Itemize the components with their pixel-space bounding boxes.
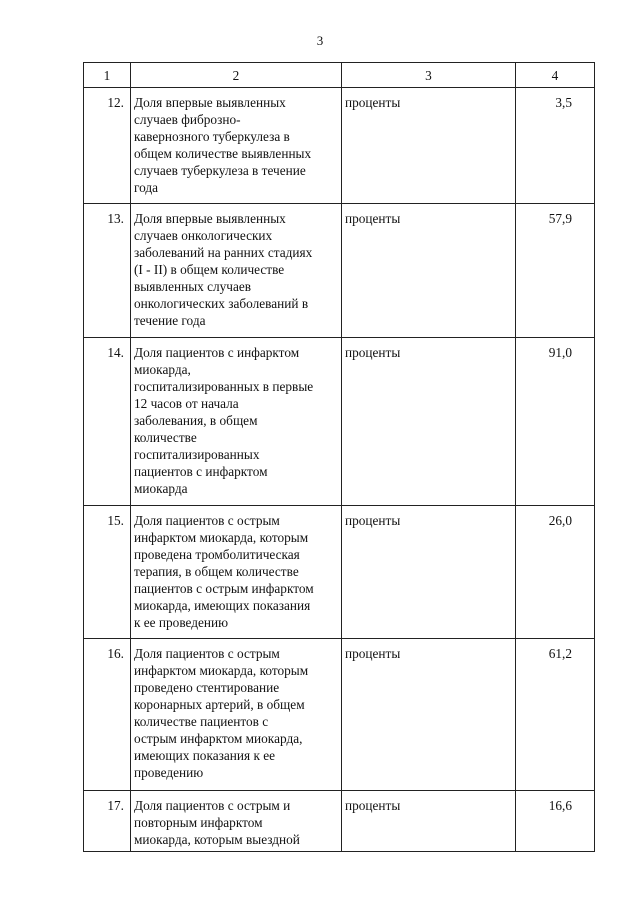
table-row (84, 88, 595, 204)
value-cell: 91,0 (516, 338, 595, 506)
value-cell: 61,2 (516, 639, 595, 791)
unit-cell: проценты (342, 204, 516, 338)
header-cell-2: 2 (131, 63, 342, 88)
row-number: 13. (84, 204, 131, 338)
table-header-row (84, 63, 595, 88)
page-number: 3 (316, 33, 324, 48)
header-cell-1: 1 (84, 63, 131, 88)
indicator-name: Доля пациентов с острым инфарктом миокарда, которым проведена тромболитическая терапия, в общем количестве пациентов с острым инфарктом миокарда, имеющих показания к ее проведению (131, 506, 342, 639)
row-number: 14. (84, 338, 131, 506)
row-number: 15. (84, 506, 131, 639)
indicator-name: Доля впервые выявленных случаев фиброзно- кавернозного туберкулеза в общем количестве выявленных случаев туберкулеза в течение года (131, 88, 342, 204)
indicator-name: Доля пациентов с острым инфарктом миокарда, которым проведено стентирование коронарных артерий, в общем количестве пациентов с острым инфарктом миокарда, имеющих показания к ее проведению (131, 639, 342, 791)
unit-cell: проценты (342, 88, 516, 204)
value-cell: 16,6 (516, 791, 595, 852)
table-row (84, 639, 595, 791)
unit-cell: проценты (342, 639, 516, 791)
indicator-name: Доля пациентов с острым и повторным инфарктом миокарда, которым выездной (131, 791, 342, 852)
unit-cell: проценты (342, 791, 516, 852)
value-cell: 3,5 (516, 88, 595, 204)
indicators-table (83, 62, 595, 852)
row-number: 16. (84, 639, 131, 791)
row-number: 12. (84, 88, 131, 204)
value-cell: 57,9 (516, 204, 595, 338)
header-cell-4: 4 (516, 63, 595, 88)
value-cell: 26,0 (516, 506, 595, 639)
indicator-name: Доля впервые выявленных случаев онкологических заболеваний на ранних стадиях (I - II) в общем количестве выявленных случаев онкологических заболеваний в течение года (131, 204, 342, 338)
unit-cell: проценты (342, 506, 516, 639)
indicator-name: Доля пациентов с инфарктом миокарда, госпитализированных в первые 12 часов от начала заболевания, в общем количестве госпитализированных пациентов с инфарктом миокарда (131, 338, 342, 506)
table-row (84, 506, 595, 639)
table-row (84, 338, 595, 506)
header-cell-3: 3 (342, 63, 516, 88)
row-number: 17. (84, 791, 131, 852)
table-row (84, 204, 595, 338)
unit-cell: проценты (342, 338, 516, 506)
table-row (84, 791, 595, 852)
